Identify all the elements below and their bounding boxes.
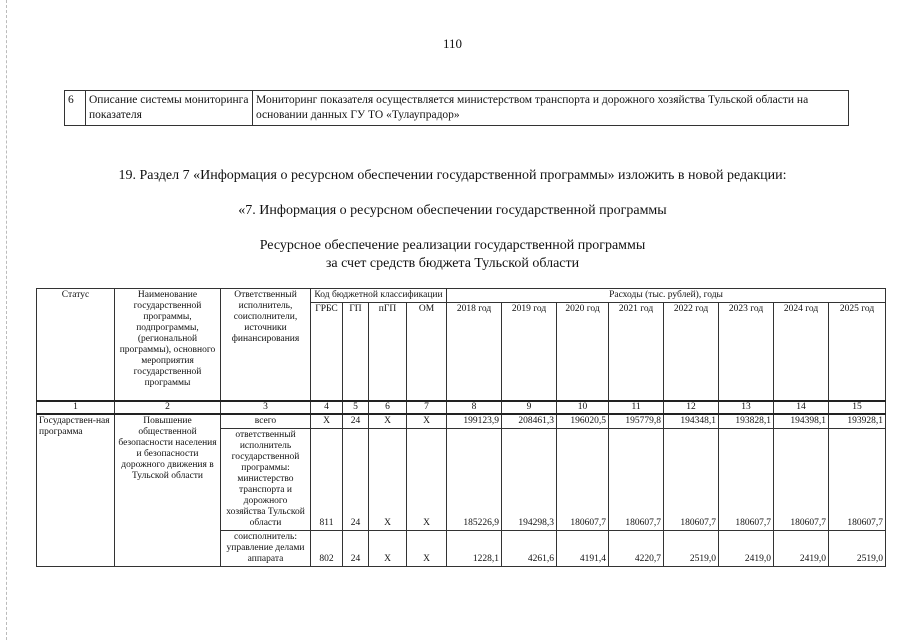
column-number: 9 — [502, 401, 557, 414]
value-cell: 194398,1 — [774, 414, 829, 429]
column-number: 8 — [447, 401, 502, 414]
value-cell: 1228,1 — [447, 530, 502, 566]
value-cell: 4191,4 — [557, 530, 609, 566]
column-number: 12 — [664, 401, 719, 414]
header-year: 2024 год — [774, 303, 829, 401]
header-year: 2018 год — [447, 303, 502, 401]
column-number: 7 — [407, 401, 447, 414]
header-budget-code: Код бюджетной классификации — [311, 289, 447, 303]
value-cell: 180607,7 — [774, 428, 829, 530]
header-year: 2025 год — [829, 303, 886, 401]
value-cell: 2519,0 — [829, 530, 886, 566]
header-grbs: ГРБС — [311, 303, 343, 401]
row-label: соисполнитель: управление делами аппарата — [221, 530, 311, 566]
column-number: 4 — [311, 401, 343, 414]
value-cell: 195779,8 — [609, 414, 664, 429]
pgp-cell: Х — [369, 530, 407, 566]
header-om: ОМ — [407, 303, 447, 401]
column-number: 11 — [609, 401, 664, 414]
value-cell: 2419,0 — [774, 530, 829, 566]
header-status: Статус — [37, 289, 115, 401]
value-cell: 196020,5 — [557, 414, 609, 429]
column-number: 1 — [37, 401, 115, 414]
value-cell: 199123,9 — [447, 414, 502, 429]
table-row — [37, 414, 886, 429]
header-year: 2022 год — [664, 303, 719, 401]
section-subheading: «7. Информация о ресурсном обеспечении государственной программы — [238, 203, 667, 218]
header-responsible: Ответственный исполнитель, соисполнители, источники финансирования — [221, 289, 311, 401]
header-gp: ГП — [343, 303, 369, 401]
monitoring-table — [64, 90, 849, 126]
om-cell: Х — [407, 428, 447, 530]
header-year: 2020 год — [557, 303, 609, 401]
value-cell: 194298,3 — [502, 428, 557, 530]
value-cell: 180607,7 — [719, 428, 774, 530]
header-expenses: Расходы (тыс. рублей), годы — [447, 289, 886, 303]
value-cell: 2419,0 — [719, 530, 774, 566]
om-cell: Х — [407, 414, 447, 429]
header-pgp: пГП — [369, 303, 407, 401]
value-cell: 2519,0 — [664, 530, 719, 566]
column-number: 13 — [719, 401, 774, 414]
column-number-row — [37, 401, 886, 414]
column-number: 5 — [343, 401, 369, 414]
value-cell: 208461,3 — [502, 414, 557, 429]
value-cell: 185226,9 — [447, 428, 502, 530]
header-year: 2021 год — [609, 303, 664, 401]
value-cell: 180607,7 — [664, 428, 719, 530]
value-cell: 193828,1 — [719, 414, 774, 429]
gp-cell: 24 — [343, 428, 369, 530]
resource-table — [36, 288, 886, 567]
header-year: 2019 год — [502, 303, 557, 401]
gp-cell: 24 — [343, 530, 369, 566]
pgp-cell: Х — [369, 428, 407, 530]
column-number: 15 — [829, 401, 886, 414]
margin-line — [6, 0, 7, 640]
row-label: всего — [221, 414, 311, 429]
column-number: 14 — [774, 401, 829, 414]
program-name-cell: Повышение общественной безопасности населения и безопасности дорожного движения в Тульской области — [115, 414, 221, 567]
section-heading: 19. Раздел 7 «Информация о ресурсном обеспечении государственной программы» изложить в новой редакции: — [118, 168, 787, 183]
grbs-cell: 802 — [311, 530, 343, 566]
grbs-cell: Х — [311, 414, 343, 429]
column-number: 6 — [369, 401, 407, 414]
header-name: Наименование государственной программы, подпрограммы, (региональной программы), основного мероприятия государственной программы — [115, 289, 221, 401]
column-number: 3 — [221, 401, 311, 414]
table-row — [65, 91, 849, 126]
value-cell: 194348,1 — [664, 414, 719, 429]
table-caption — [0, 237, 905, 273]
caption-line-1: Ресурсное обеспечение реализации государственной программы — [259, 238, 646, 253]
column-number: 10 — [557, 401, 609, 414]
page-number: 110 — [442, 36, 463, 51]
value-cell: 180607,7 — [829, 428, 886, 530]
value-cell: 180607,7 — [609, 428, 664, 530]
caption-line-2: за счет средств бюджета Тульской области — [325, 256, 580, 271]
pgp-cell: Х — [369, 414, 407, 429]
row-number: 6 — [65, 91, 86, 126]
row-label: Описание системы мониторинга показателя — [86, 91, 253, 126]
header-row — [37, 289, 886, 303]
row-label: ответственный исполнитель государственной программы: министерство транспорта и дорожного хозяйства Тульской области — [221, 428, 311, 530]
gp-cell: 24 — [343, 414, 369, 429]
row-text: Мониторинг показателя осуществляется министерством транспорта и дорожного хозяйства Тульской области на основании данных ГУ ТО «Тулаупрадор» — [253, 91, 849, 126]
value-cell: 4220,7 — [609, 530, 664, 566]
value-cell: 180607,7 — [557, 428, 609, 530]
header-year: 2023 год — [719, 303, 774, 401]
om-cell: Х — [407, 530, 447, 566]
grbs-cell: 811 — [311, 428, 343, 530]
status-cell: Государствен-ная программа — [37, 414, 115, 567]
column-number: 2 — [115, 401, 221, 414]
value-cell: 193928,1 — [829, 414, 886, 429]
value-cell: 4261,6 — [502, 530, 557, 566]
